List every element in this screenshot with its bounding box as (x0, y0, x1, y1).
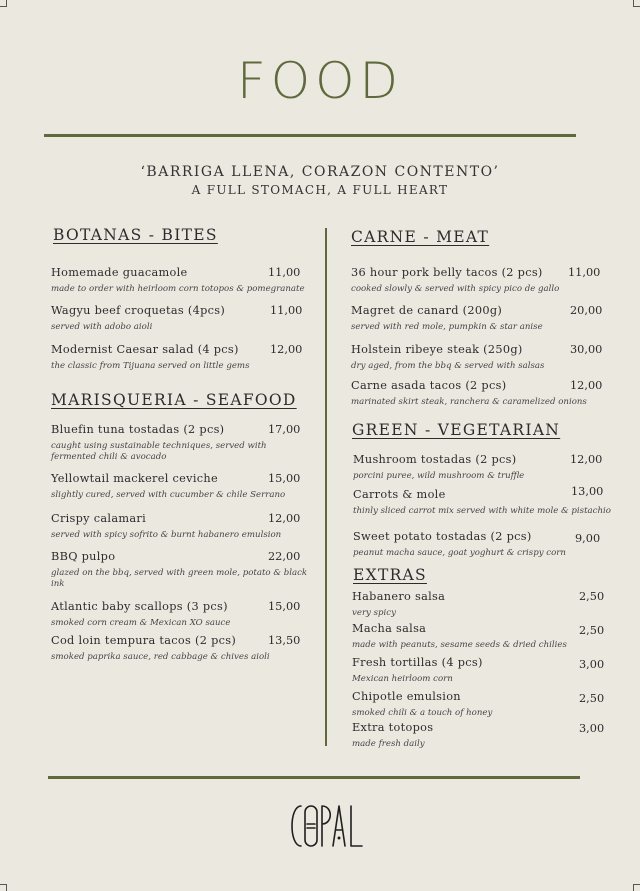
item-name: Homemade guacamole (51, 266, 188, 279)
item-price: 17,00 (268, 423, 301, 436)
item-price: 11,00 (268, 266, 301, 279)
item-description: made to order with heirloom corn totopos & pomegranate (51, 284, 305, 294)
item-price: 15,00 (268, 472, 301, 485)
item-description: smoked paprika sauce, red cabbage & chives aioli (51, 652, 270, 662)
item-description: dry aged, from the bbq & served with salsas (351, 361, 545, 371)
item-name: Bluefin tuna tostadas (2 pcs) (51, 423, 225, 436)
item-name: Sweet potato tostadas (2 pcs) (353, 530, 532, 543)
item-name: Carne asada tacos (2 pcs) (351, 379, 507, 392)
item-description: peanut macha sauce, goat yoghurt & crispy corn (353, 548, 566, 558)
item-description: smoked chili & a touch of honey (352, 708, 493, 718)
item-price: 15,00 (268, 600, 301, 613)
item-price: 12,00 (268, 512, 301, 525)
item-description: made fresh daily (352, 739, 425, 749)
copal-logo (287, 800, 367, 852)
column-divider (325, 228, 327, 746)
item-name: Magret de canard (200g) (351, 304, 503, 317)
menu-item (352, 721, 607, 750)
menu-item (352, 622, 607, 651)
item-price: 22,00 (268, 550, 301, 563)
item-name: BBQ pulpo (51, 550, 116, 563)
item-price: 11,00 (568, 266, 601, 279)
section-heading-extras: EXTRAS (353, 566, 427, 584)
crop-mark-top-right (633, 0, 640, 7)
item-price: 30,00 (570, 343, 603, 356)
tagline: ‘BARRIGA LLENA, CORAZON CONTENTO’ (140, 164, 500, 180)
item-price: 3,00 (579, 658, 605, 671)
tagline-translation: A FULL STOMACH, A FULL HEART (191, 183, 449, 197)
item-description: served with spicy sofrito & burnt habanero emulsion (51, 530, 282, 540)
item-description: slightly cured, served with cucumber & chile Serrano (51, 490, 286, 500)
item-price: 12,00 (270, 343, 303, 356)
item-name: Habanero salsa (352, 590, 446, 603)
crop-mark-top-left (0, 0, 7, 7)
item-name: Atlantic baby scallops (3 pcs) (51, 600, 228, 613)
item-description: glazed on the bbq, served with green mole, potato & black ink (51, 568, 308, 589)
item-description: caught using sustainable techniques, served with fermented chili & avocado (51, 441, 267, 462)
item-price: 3,00 (579, 722, 605, 735)
item-name: Wagyu beef croquetas (4pcs) (51, 304, 226, 317)
item-name: Crispy calamari (51, 512, 147, 525)
menu-item (351, 304, 606, 333)
item-name: Fresh tortillas (4 pcs) (352, 656, 483, 669)
item-description: served with adobo aioli (51, 322, 153, 332)
top-divider (44, 134, 576, 137)
menu-item (352, 656, 607, 685)
page-title: FOOD (237, 52, 403, 110)
item-description: the classic from Tijuana served on little gems (51, 361, 250, 371)
item-description: thinly sliced carrot mix served with white mole & pistachio (353, 506, 611, 516)
item-description: Mexican heirloom corn (352, 674, 453, 684)
item-name: Extra totopos (352, 721, 434, 734)
section-heading-marisqueria: MARISQUERIA - SEAFOOD (51, 391, 297, 409)
section-heading-carne: CARNE - MEAT (351, 228, 490, 246)
item-name: Chipotle emulsion (352, 690, 461, 703)
item-price: 9,00 (575, 532, 601, 545)
item-price: 13,00 (571, 485, 604, 498)
item-description: cooked slowly & served with spicy pico de gallo (351, 284, 560, 294)
item-name: Mushroom tostadas (2 pcs) (353, 453, 517, 466)
item-price: 13,50 (268, 634, 301, 647)
item-description: porcini puree, wild mushroom & truffle (353, 471, 525, 481)
menu-item (353, 530, 608, 559)
item-price: 2,50 (579, 590, 605, 603)
menu-item (352, 590, 607, 619)
item-description: marinated skirt steak, ranchera & caramelized onions (351, 397, 587, 407)
item-name: Cod loin tempura tacos (2 pcs) (51, 634, 237, 647)
bottom-divider (48, 776, 580, 779)
crop-mark-bottom-right (633, 884, 640, 891)
item-name: Macha salsa (352, 622, 427, 635)
menu-item (352, 690, 607, 719)
item-name: Carrots & mole (353, 488, 446, 501)
item-name: Modernist Caesar salad (4 pcs) (51, 343, 239, 356)
item-price: 12,00 (570, 379, 603, 392)
item-price: 20,00 (570, 304, 603, 317)
item-price: 12,00 (570, 453, 603, 466)
item-price: 2,50 (579, 624, 605, 637)
item-name: Holstein ribeye steak (250g) (351, 343, 523, 356)
item-name: Yellowtail mackerel ceviche (51, 472, 218, 485)
item-description: very spicy (352, 608, 396, 618)
menu-item (351, 343, 606, 372)
item-description: made with peanuts, sesame seeds & dried chilies (352, 640, 567, 650)
item-price: 11,00 (270, 304, 303, 317)
item-description: served with red mole, pumpkin & star anise (351, 322, 543, 332)
item-price: 2,50 (579, 692, 605, 705)
crop-mark-bottom-left (0, 884, 7, 891)
item-description: smoked corn cream & Mexican XO sauce (51, 618, 231, 628)
section-heading-green: GREEN - VEGETARIAN (352, 421, 561, 439)
section-heading-botanas: BOTANAS - BITES (53, 226, 218, 244)
item-name: 36 hour pork belly tacos (2 pcs) (351, 266, 543, 279)
